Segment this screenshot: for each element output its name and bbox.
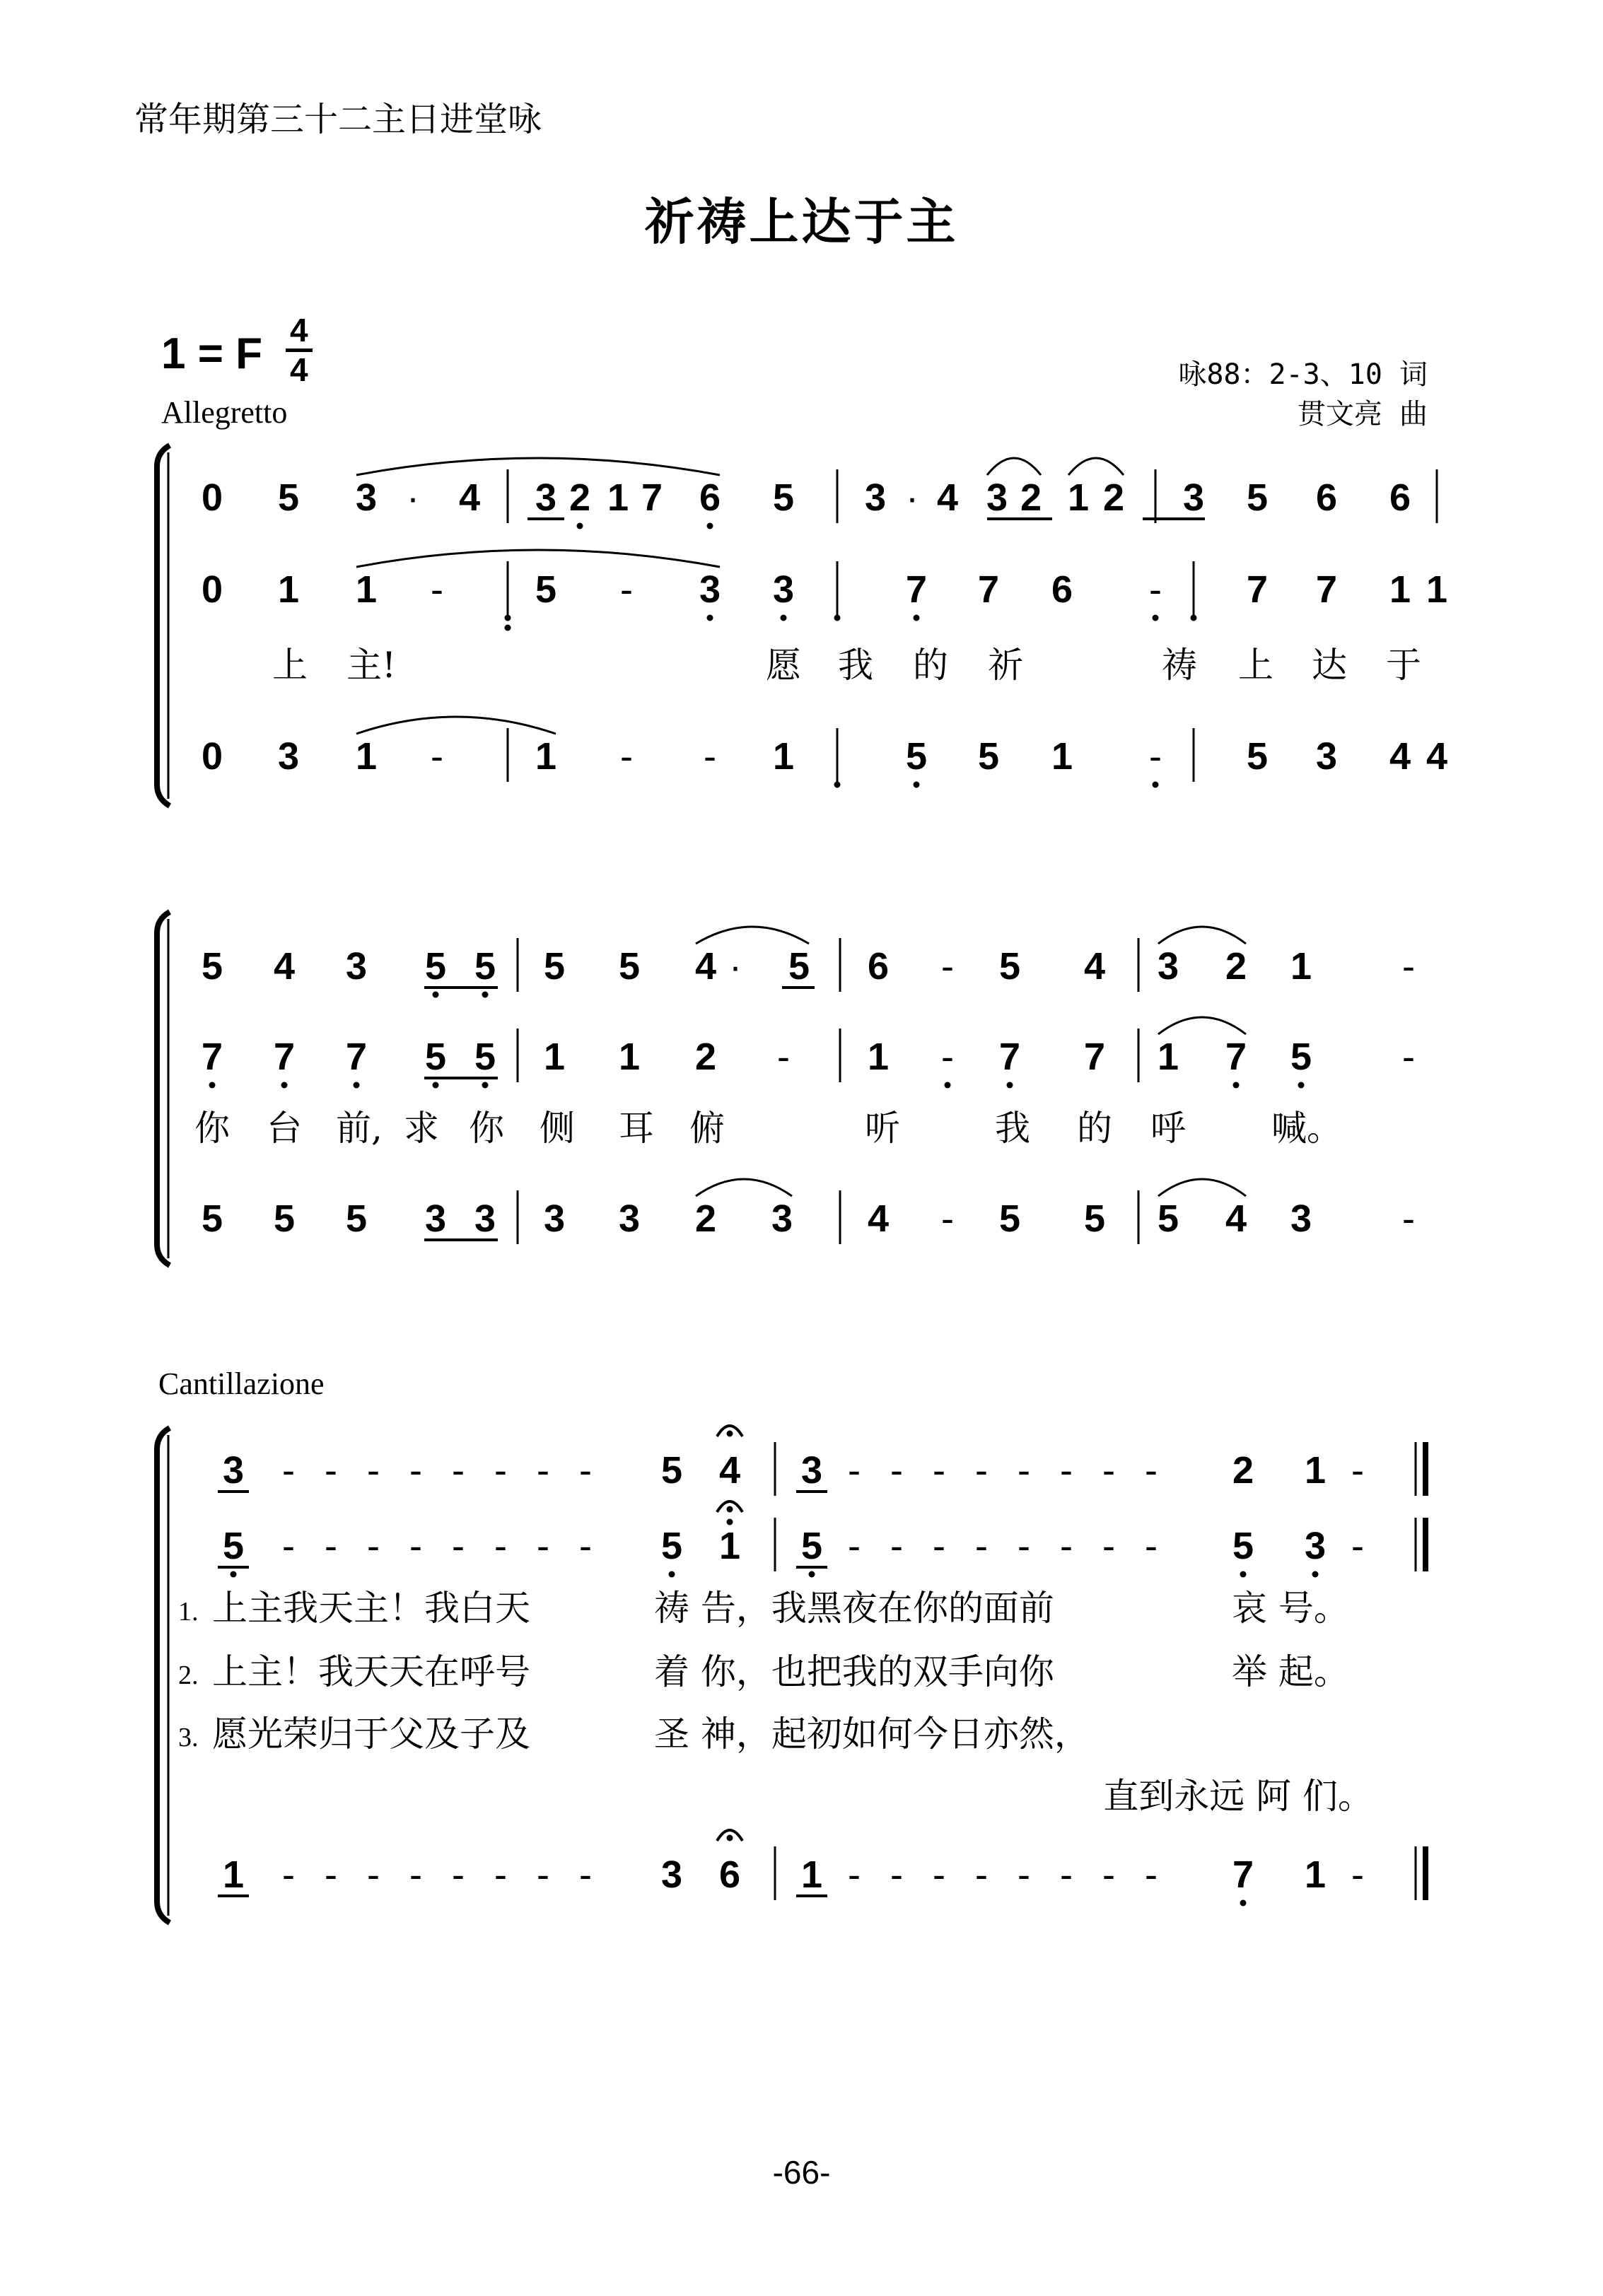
dash: -	[431, 568, 443, 611]
note: 5	[1157, 1197, 1179, 1240]
octave-dot-below	[1240, 1900, 1247, 1906]
dash: -	[1060, 1525, 1073, 1567]
octave-dot-below	[482, 992, 489, 998]
note: 3	[618, 1197, 641, 1240]
note: 3	[771, 1197, 793, 1240]
time-signature-bottom: 4	[290, 351, 308, 388]
note: 5	[1083, 1197, 1106, 1240]
verse-lyric-part: 哀 号。	[1232, 1588, 1349, 1629]
note: 3	[1315, 735, 1338, 778]
note: 3	[660, 1853, 683, 1896]
note: 5	[772, 476, 795, 519]
lyric-syllable: 祷	[1162, 645, 1197, 686]
note: 2	[1102, 476, 1125, 519]
verse-lyric-part: 上主！我天天在呼号	[212, 1651, 530, 1692]
lyric-syllable: 我	[838, 645, 873, 686]
note: 3	[772, 568, 795, 611]
lyric-syllable: 呼	[1150, 1108, 1186, 1149]
dash: -	[890, 1525, 903, 1567]
dash: -	[1351, 1449, 1364, 1492]
note: 5	[998, 945, 1021, 988]
note: 5	[977, 735, 1000, 778]
dash: -	[975, 1853, 988, 1896]
octave-dot-below	[505, 625, 511, 631]
dash: -	[1145, 1853, 1158, 1896]
dash: -	[1351, 1525, 1364, 1567]
octave-dot-below	[433, 1082, 439, 1089]
dash: -	[1149, 735, 1162, 778]
note: 6	[718, 1853, 741, 1896]
note: 7	[905, 568, 928, 611]
slur	[356, 717, 556, 734]
note: 3	[986, 476, 1008, 519]
dash: -	[282, 1449, 295, 1492]
dash: -	[941, 1036, 954, 1078]
dash: -	[890, 1449, 903, 1492]
fermata-dot	[727, 1835, 733, 1841]
dash: -	[325, 1853, 337, 1896]
note: 1	[222, 1853, 245, 1896]
note: 5	[277, 476, 300, 519]
dash: -	[579, 1449, 592, 1492]
lyric-syllable: 求	[404, 1108, 439, 1149]
octave-dot-below	[1298, 1082, 1305, 1089]
verse-number: 3.	[178, 1723, 199, 1752]
dash: -	[537, 1449, 549, 1492]
octave-dot-below	[834, 782, 841, 788]
note: 7	[201, 1036, 223, 1078]
note: 1	[718, 1525, 741, 1567]
dash: -	[1145, 1449, 1158, 1492]
note: 3	[355, 476, 378, 519]
note: 5	[998, 1197, 1021, 1240]
lyric-syllable: 喊。	[1271, 1108, 1342, 1149]
note: 5	[800, 1525, 823, 1567]
note: 1	[1051, 735, 1073, 778]
lyric-syllable: 的	[913, 645, 948, 686]
note: 1	[355, 568, 378, 611]
dash: -	[537, 1853, 549, 1896]
note: 1	[1290, 945, 1312, 988]
note: 7	[1246, 568, 1269, 611]
page-number: -66-	[772, 2154, 831, 2191]
note: 5	[201, 945, 223, 988]
note: 3	[1157, 945, 1179, 988]
verse-ending: 直到永远 阿 们。	[1103, 1776, 1373, 1817]
note: 5	[424, 1036, 447, 1078]
note: 1	[535, 735, 557, 778]
dash: -	[325, 1449, 337, 1492]
dash: -	[848, 1449, 861, 1492]
octave-dot-below	[707, 615, 713, 621]
note: 3	[424, 1197, 447, 1240]
note: 7	[273, 1036, 296, 1078]
dash: -	[848, 1853, 861, 1896]
octave-dot-below	[505, 615, 511, 621]
note: 1	[867, 1036, 890, 1078]
slur	[1158, 1017, 1246, 1034]
dash: -	[1402, 945, 1415, 988]
verse-lyric-part: 圣 神，起初如何今日亦然，	[654, 1714, 1090, 1755]
note: 2	[569, 476, 591, 519]
note: 2	[1232, 1449, 1254, 1492]
dash: -	[452, 1525, 465, 1567]
verse-lyric-part: 举 起。	[1232, 1651, 1349, 1692]
note: 5	[535, 568, 557, 611]
dash: -	[579, 1853, 592, 1896]
note: 5	[1246, 476, 1269, 519]
note: 5	[474, 945, 496, 988]
verse-lyric-part: 愿光荣归于父及子及	[212, 1714, 530, 1755]
note: 4	[1426, 735, 1448, 778]
note: 5	[788, 945, 810, 988]
note: 3	[800, 1449, 823, 1492]
verse-lyric-part: 上主我天主！我白天	[212, 1588, 530, 1629]
note: 7	[1225, 1036, 1247, 1078]
dash: -	[848, 1525, 861, 1567]
note: 2	[1225, 945, 1247, 988]
note: 5	[201, 1197, 223, 1240]
note: 3	[345, 945, 368, 988]
dash: -	[890, 1853, 903, 1896]
note: 1	[618, 1036, 641, 1078]
dash: -	[1102, 1449, 1115, 1492]
slur	[696, 927, 809, 944]
note: 5	[424, 945, 447, 988]
dash: -	[1102, 1525, 1115, 1567]
dash: -	[1060, 1853, 1073, 1896]
dash: -	[1351, 1853, 1364, 1896]
lyric-syllable: 耳	[619, 1108, 654, 1149]
subtitle: 常年期第三十二主日进堂咏	[134, 100, 542, 139]
note: 0	[201, 735, 223, 778]
dash: -	[409, 1853, 422, 1896]
lyric-syllable: 你	[469, 1108, 504, 1149]
slur	[356, 550, 720, 567]
dash: -	[1402, 1197, 1415, 1240]
note: 1	[1389, 568, 1411, 611]
lyric-syllable: 听	[865, 1108, 900, 1149]
note: 5	[660, 1525, 683, 1567]
dash: -	[367, 1449, 380, 1492]
octave-dot-below	[669, 1571, 675, 1578]
octave-dot-below	[209, 1082, 216, 1089]
dash: -	[975, 1449, 988, 1492]
slur	[356, 458, 720, 475]
note: 4	[718, 1449, 741, 1492]
note: 1	[772, 735, 795, 778]
note: 4	[694, 945, 717, 988]
dash: -	[282, 1525, 295, 1567]
music-credit: 贯文亮 曲	[1297, 398, 1428, 430]
slur	[696, 1179, 792, 1196]
note: 4	[1083, 945, 1106, 988]
page-title: 祈祷上达于主	[644, 192, 959, 251]
octave-dot-below	[781, 615, 787, 621]
dash: -	[367, 1525, 380, 1567]
dash: -	[1060, 1449, 1073, 1492]
note: 4	[936, 476, 959, 519]
octave-dot-below	[482, 1082, 489, 1089]
note: 4	[1389, 735, 1411, 778]
note: 1	[1067, 476, 1090, 519]
note: 1	[1426, 568, 1448, 611]
verse-number: 1.	[178, 1597, 199, 1627]
dash: -	[409, 1525, 422, 1567]
dash: -	[452, 1853, 465, 1896]
dash: -	[1018, 1449, 1030, 1492]
lyric-syllable: 侧	[540, 1108, 575, 1149]
tempo-marking: Allegretto	[161, 395, 288, 430]
note: 1	[607, 476, 629, 519]
note: 6	[1389, 476, 1411, 519]
dash: -	[933, 1449, 945, 1492]
note: 4	[273, 945, 296, 988]
verse-lyric-part: 着 你，也把我的双手向你	[654, 1651, 1054, 1692]
lyric-syllable: 你	[194, 1108, 230, 1149]
octave-dot-below	[1153, 782, 1159, 788]
note: 0	[201, 476, 223, 519]
dash: -	[620, 568, 633, 611]
slur	[1068, 458, 1124, 475]
note: 1	[355, 735, 378, 778]
dash: -	[1149, 568, 1162, 611]
cantillation-label: Cantillazione	[158, 1366, 325, 1401]
note: 3	[535, 476, 557, 519]
octave-dot-below	[707, 523, 713, 529]
octave-dot-above	[727, 1519, 733, 1525]
octave-dot-below	[281, 1082, 288, 1089]
slur	[1158, 1179, 1246, 1196]
note: 4	[867, 1197, 890, 1240]
lyric-syllable: 台	[267, 1108, 302, 1149]
note: 3	[699, 568, 721, 611]
note: 5	[1232, 1525, 1254, 1567]
note: 5	[660, 1449, 683, 1492]
dash: -	[494, 1525, 507, 1567]
dash: -	[620, 735, 633, 778]
note: 7	[998, 1036, 1021, 1078]
note: 3	[1304, 1525, 1327, 1567]
note: ·	[729, 945, 742, 988]
dash: -	[941, 1197, 954, 1240]
note: 1	[1157, 1036, 1179, 1078]
lyric-syllable: 上	[1238, 645, 1273, 686]
note: 5	[273, 1197, 296, 1240]
dash: -	[579, 1525, 592, 1567]
note: 0	[201, 568, 223, 611]
note: 3	[543, 1197, 566, 1240]
note: 5	[1246, 735, 1269, 778]
dash: -	[494, 1449, 507, 1492]
slur	[987, 458, 1041, 475]
dash: -	[282, 1853, 295, 1896]
lyric-syllable: 主!	[346, 645, 397, 686]
note: ·	[407, 476, 419, 519]
octave-dot-below	[1007, 1082, 1013, 1089]
note: 7	[1315, 568, 1338, 611]
note: 1	[543, 1036, 566, 1078]
dash: -	[1145, 1525, 1158, 1567]
octave-dot-below	[1191, 615, 1197, 621]
note: 1	[277, 568, 300, 611]
note: 5	[618, 945, 641, 988]
note: 6	[699, 476, 721, 519]
note: 7	[977, 568, 1000, 611]
octave-dot-below	[914, 782, 920, 788]
lyric-syllable: 于	[1386, 645, 1421, 686]
octave-dot-below	[577, 523, 583, 529]
note: 3	[864, 476, 887, 519]
note: 5	[905, 735, 928, 778]
lyric-syllable: 的	[1077, 1108, 1112, 1149]
dash: -	[933, 1525, 945, 1567]
note: 6	[867, 945, 890, 988]
note: 4	[458, 476, 481, 519]
octave-dot-below	[1312, 1571, 1319, 1578]
lyric-syllable: 我	[995, 1108, 1030, 1149]
note: ·	[906, 476, 919, 519]
octave-dot-below	[914, 615, 920, 621]
octave-dot-below	[354, 1082, 360, 1089]
note: 6	[1051, 568, 1073, 611]
note: 2	[694, 1036, 717, 1078]
note: 1	[1304, 1853, 1327, 1896]
note: 5	[474, 1036, 496, 1078]
dash: -	[409, 1449, 422, 1492]
lyric-syllable: 俯	[689, 1108, 725, 1149]
lyric-syllable: 达	[1312, 645, 1347, 686]
lyric-syllable: 前,	[336, 1108, 383, 1149]
dash: -	[933, 1853, 945, 1896]
lyric-syllable: 愿	[766, 645, 801, 686]
note: 7	[641, 476, 663, 519]
verse-number: 2.	[178, 1660, 199, 1690]
dash: -	[431, 735, 443, 778]
dash: -	[704, 735, 716, 778]
note: 1	[1304, 1449, 1327, 1492]
octave-dot-below	[945, 1082, 951, 1089]
note: 5	[222, 1525, 245, 1567]
octave-dot-below	[1233, 1082, 1240, 1089]
note: 1	[800, 1853, 823, 1896]
lyric-syllable: 上	[272, 645, 308, 686]
note: 3	[222, 1449, 245, 1492]
dash: -	[325, 1525, 337, 1567]
note: 2	[694, 1197, 717, 1240]
lyrics-credit: 咏88：2-3、10 词	[1178, 358, 1428, 391]
time-signature-top: 4	[290, 312, 308, 348]
dash: -	[537, 1525, 549, 1567]
octave-dot-below	[433, 992, 439, 998]
dash: -	[975, 1525, 988, 1567]
dash: -	[777, 1036, 790, 1078]
dash: -	[1018, 1525, 1030, 1567]
note: 7	[1232, 1853, 1254, 1896]
note: 3	[1290, 1197, 1312, 1240]
note: 5	[1290, 1036, 1312, 1078]
dash: -	[941, 945, 954, 988]
verse-lyric-part: 祷 告，我黑夜在你的面前	[654, 1588, 1054, 1629]
note: 5	[345, 1197, 368, 1240]
note: 3	[1182, 476, 1205, 519]
fermata-dot	[727, 1506, 733, 1513]
octave-dot-below	[1153, 615, 1159, 621]
lyric-syllable: 祈	[988, 645, 1023, 686]
octave-dot-below	[834, 615, 841, 621]
note: 4	[1225, 1197, 1247, 1240]
dash: -	[452, 1449, 465, 1492]
octave-dot-below	[231, 1571, 237, 1578]
note: 5	[543, 945, 566, 988]
note: 7	[345, 1036, 368, 1078]
dash: -	[1018, 1853, 1030, 1896]
note: 3	[474, 1197, 496, 1240]
dash: -	[1102, 1853, 1115, 1896]
octave-dot-below	[1240, 1571, 1247, 1578]
note: 2	[1020, 476, 1042, 519]
note: 3	[277, 735, 300, 778]
key-signature: 1 = F	[161, 329, 263, 378]
dash: -	[1402, 1036, 1415, 1078]
note: 7	[1083, 1036, 1106, 1078]
dash: -	[494, 1853, 507, 1896]
slur	[1158, 927, 1246, 944]
octave-dot-below	[809, 1571, 815, 1578]
note: 6	[1315, 476, 1338, 519]
dash: -	[367, 1853, 380, 1896]
fermata-dot	[727, 1431, 733, 1437]
